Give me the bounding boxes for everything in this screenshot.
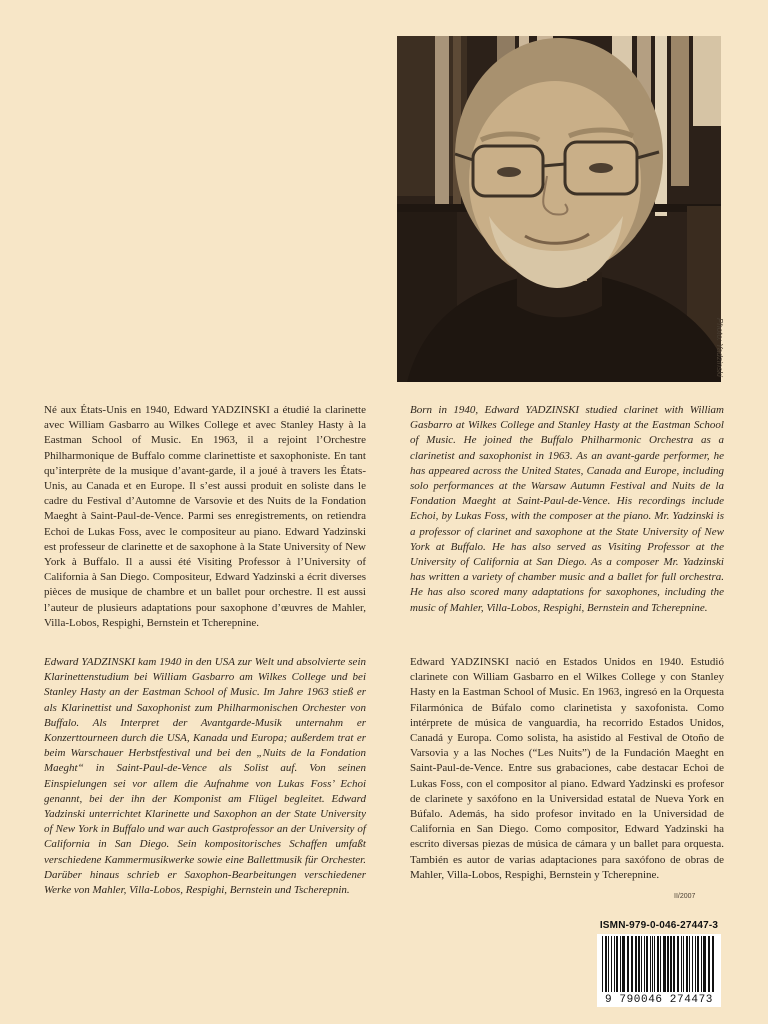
barcode-bar bbox=[605, 936, 607, 992]
barcode-bar bbox=[670, 936, 672, 992]
barcode-bar bbox=[686, 936, 688, 992]
bio-german bbox=[44, 655, 366, 898]
barcode-bar bbox=[646, 936, 648, 992]
bio-english bbox=[410, 403, 724, 616]
ean-number: 9 790046 274473 bbox=[597, 994, 721, 1007]
barcode-bar bbox=[663, 936, 666, 992]
barcode-bar bbox=[667, 936, 669, 992]
barcode-bar bbox=[708, 936, 710, 992]
barcode-bar bbox=[627, 936, 629, 992]
ismn-number: ISMN-979-0-046-27447-3 bbox=[599, 920, 719, 931]
barcode-bar bbox=[681, 936, 682, 992]
barcode-bar bbox=[683, 936, 684, 992]
barcode-bar bbox=[660, 936, 661, 992]
barcode-bar bbox=[650, 936, 651, 992]
bio-french bbox=[44, 403, 366, 631]
photo-credit: Photo: Yadzinski bbox=[715, 318, 724, 377]
barcode-bar bbox=[638, 936, 640, 992]
edition-code: II/2007 bbox=[674, 893, 696, 900]
barcode-bar bbox=[703, 936, 706, 992]
barcode-bar bbox=[616, 936, 618, 992]
barcode-bar bbox=[641, 936, 642, 992]
portrait-photo bbox=[397, 36, 721, 382]
barcode-bar bbox=[689, 936, 690, 992]
barcode-bar bbox=[657, 936, 659, 992]
barcode-bar bbox=[695, 936, 696, 992]
barcode-bar bbox=[644, 936, 645, 992]
barcode-bar bbox=[622, 936, 625, 992]
barcode-bar bbox=[697, 936, 699, 992]
barcode-bar bbox=[673, 936, 675, 992]
barcode-bar bbox=[712, 936, 714, 992]
bio-english-text: Born in 1940, Edward YADZINSKI studied clarinet with William Gasbarro at Wilkes College and Stanley Hasty at the Eastman School of Music. He joined the Buffalo Philharmonic Orchestra as a clarinetist and saxophonist in 1963. As an avant-garde performer, he has appeared across the United States, Canada and Europe, including solo performances at the Warsaw Autumn Festival and Nuits de la Fondation Maeght at Saint-Paul-de-Vence. His recordings include Echoi, by Lukas Foss, with the composer at the piano. Mr. Yadzinski is a professor of clarinet and saxophone at the State University of New York at Buffalo. He has also served as Visiting Professor at the University of California at San Diego. As a composer Mr. Yadzinski has written a variety of chamber music and a ballet for full orchestra. He has also scored many adaptations for saxophones, including the music of Mahler, Villa-Lobos, Respighi, Bernstein and Tcherepnine. bbox=[410, 404, 724, 614]
barcode-bar bbox=[631, 936, 633, 992]
bio-spanish bbox=[410, 655, 724, 883]
barcode-bar bbox=[614, 936, 615, 992]
barcode-bar bbox=[611, 936, 612, 992]
barcode-bar bbox=[608, 936, 609, 992]
barcode-bar bbox=[692, 936, 693, 992]
bio-german-text: Edward YADZINSKI kam 1940 in den USA zur Welt und absolvierte sein Klarinettenstudium bei William Gasbarro am Wilkes College und bei Stanley Hasty an der Eastman School of Music. Im Jahre 1963 stieß er als Klarinettist und Saxophonist zum Philharmonischen Orchester von Buffalo. Als Interpret der Avantgarde-Musik unternahm er Konzerttourneen durch die USA, Kanada und Europa; außerdem trat er beim Warschauer Herbstfestival und bei den „Nuits de la Fondation Maeght“ in Saint-Paul-de-Vence als Solist auf. Von seinen Einspielungen sei vor allem die Aufnahme von Lukas Foss’ Echoi genannt, bei der ihn der Komponist am Flügel begleitet. Edward Yadzinski unterrichtet Klarinette und Saxophon an der State University of New York in Buffalo und war auch Gastprofessor an der University of California in San Diego. Sein kompositorisches Schaffen umfaßt verschiedene Kammermusikwerke sowie eine Ballettmusik für Orchester. Darüber hinaus schrieb er Saxophon-Bearbeitungen verschiedener Werke von Mahler, Villa-Lobos, Respighi, Bernstein und Tscherepnin. bbox=[44, 656, 366, 897]
bio-french-text: Né aux États-Unis en 1940, Edward YADZINSKI a étudié la clarinette avec William Gasbarro au Wilkes College et avec Stanley Hasty à la Eastman School of Music. En 1963, il a rejoint l’Orchestre Philharmonique de Buffalo comme clarinettiste et saxophoniste. En tant qu’interprète de la musique d’avant-garde, il a joué à travers les États-Unis, au Canada et en Europe. Il s’est aussi produit en soliste dans le cadre du Festival d’Automne de Varsovie et des Nuits de la Fondation Maeght à Saint-Paul-de-Vence. Parmi ses enregistrements, on retiendra Echoi de Lukas Foss, avec le compositeur au piano. Edward Yadzinski est professeur de clarinette et de saxophone à la State University of New York à Buffalo. Il a aussi été Visiting Professor à l’University of California à San Diego. Compositeur, Edward Yadzinski a écrit diverses pièces de musique de chambre et un ballet pour orchestre. Il est aussi l’auteur de plusieurs adaptations pour saxophone d’œuvres de Mahler, Villa-Lobos, Respighi, Bernstein et Tcherepnine. bbox=[44, 404, 366, 629]
barcode-bar bbox=[654, 936, 655, 992]
barcode-bar bbox=[602, 936, 603, 992]
bio-spanish-text: Edward YADZINSKI nació en Estados Unidos en 1940. Estudió clarinete con William Gasbarro en el Wilkes College y con Stanley Hasty en la Eastman School of Music. En 1963, ingresó en la Orquesta Filarmónica de Búfalo como clarinetista y saxofonista. Como intérprete de música de vanguardia, ha recorrido Estados Unidos, Canadá y Europa. Como solista, ha asistido al Festival de Otoño de Varsovia y a las Noches (“Les Nuits”) de la Fundación Maeght en Saint-Paul-de-Vence. Entre sus grabaciones, cabe destacar Echoi de Lukas Foss, con el compositor al piano. Edward Yadzinski es profesor de clarinete y saxófono en la Universidad estatal de Nueva York en Búfalo. Además, ha sido profesor invitado en la Universidad de California en San Diego. Como compositor, Edward Yadzinski ha escrito diversas piezas de música de cámara y un ballet para orquesta. También es autor de varias adaptaciones para saxófono de obras de Mahler, Villa-Lobos, Respighi, Bernstein y Tcherepnine. bbox=[410, 656, 724, 881]
barcode-bar bbox=[635, 936, 637, 992]
barcode-bar bbox=[620, 936, 621, 992]
portrait-illustration bbox=[397, 36, 721, 382]
barcode-bar bbox=[701, 936, 702, 992]
barcode-block bbox=[597, 920, 721, 1020]
barcode-bar bbox=[652, 936, 653, 992]
barcode-bar bbox=[677, 936, 679, 992]
barcode-bars bbox=[597, 934, 721, 994]
